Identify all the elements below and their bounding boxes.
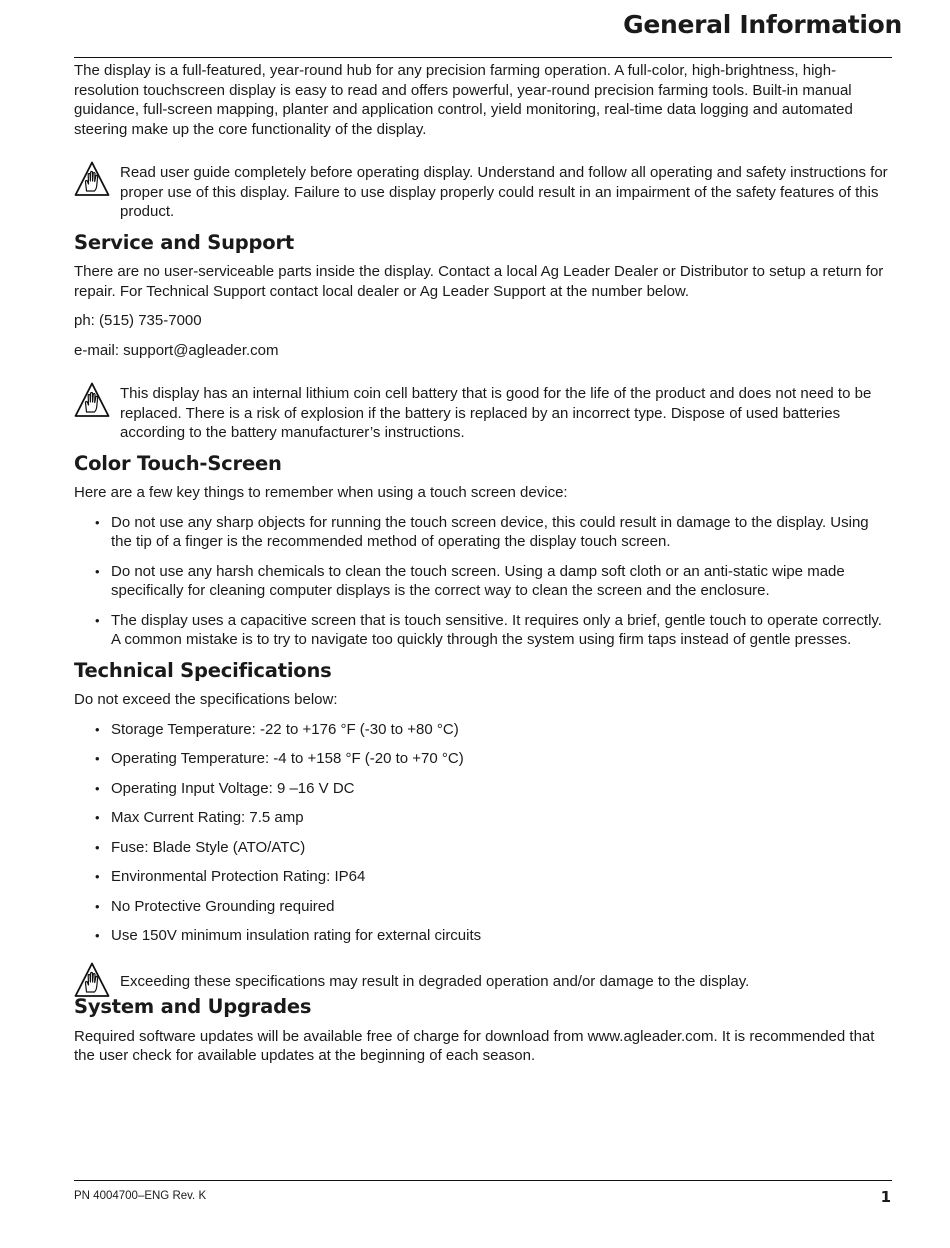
upgrades-paragraph: Required software updates will be available free of charge for download from www.agleader.com. It is recommended that the user check for available updates at the beginning of each season. [74,1027,875,1064]
list-item: • Max Current Rating: 7.5 amp [74,808,892,828]
specs-list [74,720,892,946]
service-paragraph: There are no user-serviceable parts inside the display. Contact a local Ag Leader Dealer or Distributor to setup a return for repair. For Technical Support contact local dealer or Ag Leader Support at the number below. [74,263,884,300]
document-body [74,60,892,1066]
list-item: • Operating Input Voltage: 9 –16 V DC [74,779,892,799]
specs-intro: Do not exceed the specifications below: [74,691,338,708]
list-item: • Fuse: Blade Style (ATO/ATC) [74,838,892,858]
header-rule [74,57,892,58]
intro-paragraph: The display is a full-featured, year-round hub for any precision farming operation. A full-color, high-brightness, high-resolution touchscreen display is easy to read and offers powerful, year-round precision farming tools. Built-in manual guidance, full-screen mapping, planter and application control, yield monitoring, real-time data logging and automated steering make up the core functionality of the display. [74,62,853,138]
list-item: • Do not use any sharp objects for running the touch screen device, this could result in damage to the display. Using the tip of a finger is the recommended method of operating the display touch screen. [74,513,892,552]
hand-stop-warning-icon [74,962,110,998]
touch-list [74,513,892,650]
support-phone: ph: (515) 735-7000 [74,312,202,329]
list-item: • The display uses a capacitive screen that is touch sensitive. It requires only a brief, gentle touch to operate correctly. A common mistake is to try to navigate too quickly through the system using firm taps instead of gentle presses. [74,611,892,650]
list-item: • Do not use any harsh chemicals to clean the touch screen. Using a damp soft cloth or an anti-static wipe made specifically for cleaning computer displays is the correct way to clean the screen and the enclosure. [74,562,892,601]
page-title: General Information [623,10,902,39]
warning-text-battery: This display has an internal lithium coin cell battery that is good for the life of the product and does not need to be replaced. There is a risk of explosion if the battery is replaced by an incorrect type. Dispose of used batteries according to the battery manufacturer’s instructions. [120,385,872,441]
page-number: 1 [880,1188,891,1206]
list-item: • No Protective Grounding required [74,897,892,917]
warning-note-specs [74,972,892,992]
part-number: PN 4004700–ENG Rev. K [74,1190,207,1202]
list-item: • Operating Temperature: -4 to +158 °F (-20 to +70 °C) [74,749,892,769]
heading-technical-specifications: Technical Specifications [74,658,332,682]
support-email: e-mail: support@agleader.com [74,341,279,359]
hand-stop-warning-icon [74,382,110,418]
hand-stop-warning-icon [74,161,110,197]
warning-note-battery [74,384,892,443]
touch-intro: Here are a few key things to remember when using a touch screen device: [74,484,568,501]
heading-system-upgrades: System and Upgrades [74,995,312,1018]
warning-text-specs: Exceeding these specifications may result in degraded operation and/or damage to the display. [120,972,750,990]
list-item: • Environmental Protection Rating: IP64 [74,867,892,887]
list-item: • Storage Temperature: -22 to +176 °F (-30 to +80 °C) [74,720,892,740]
heading-service-support: Service and Support [74,230,295,254]
warning-text-guide: Read user guide completely before operating display. Understand and follow all operating and safety instructions for proper use of this display. Failure to use display properly could result in an impairment of the safety features of this product. [120,164,888,220]
heading-color-touch-screen: Color Touch-Screen [74,451,282,475]
list-item: • Use 150V minimum insulation rating for external circuits [74,926,892,946]
footer-rule [74,1180,892,1181]
warning-note-guide [74,163,892,222]
